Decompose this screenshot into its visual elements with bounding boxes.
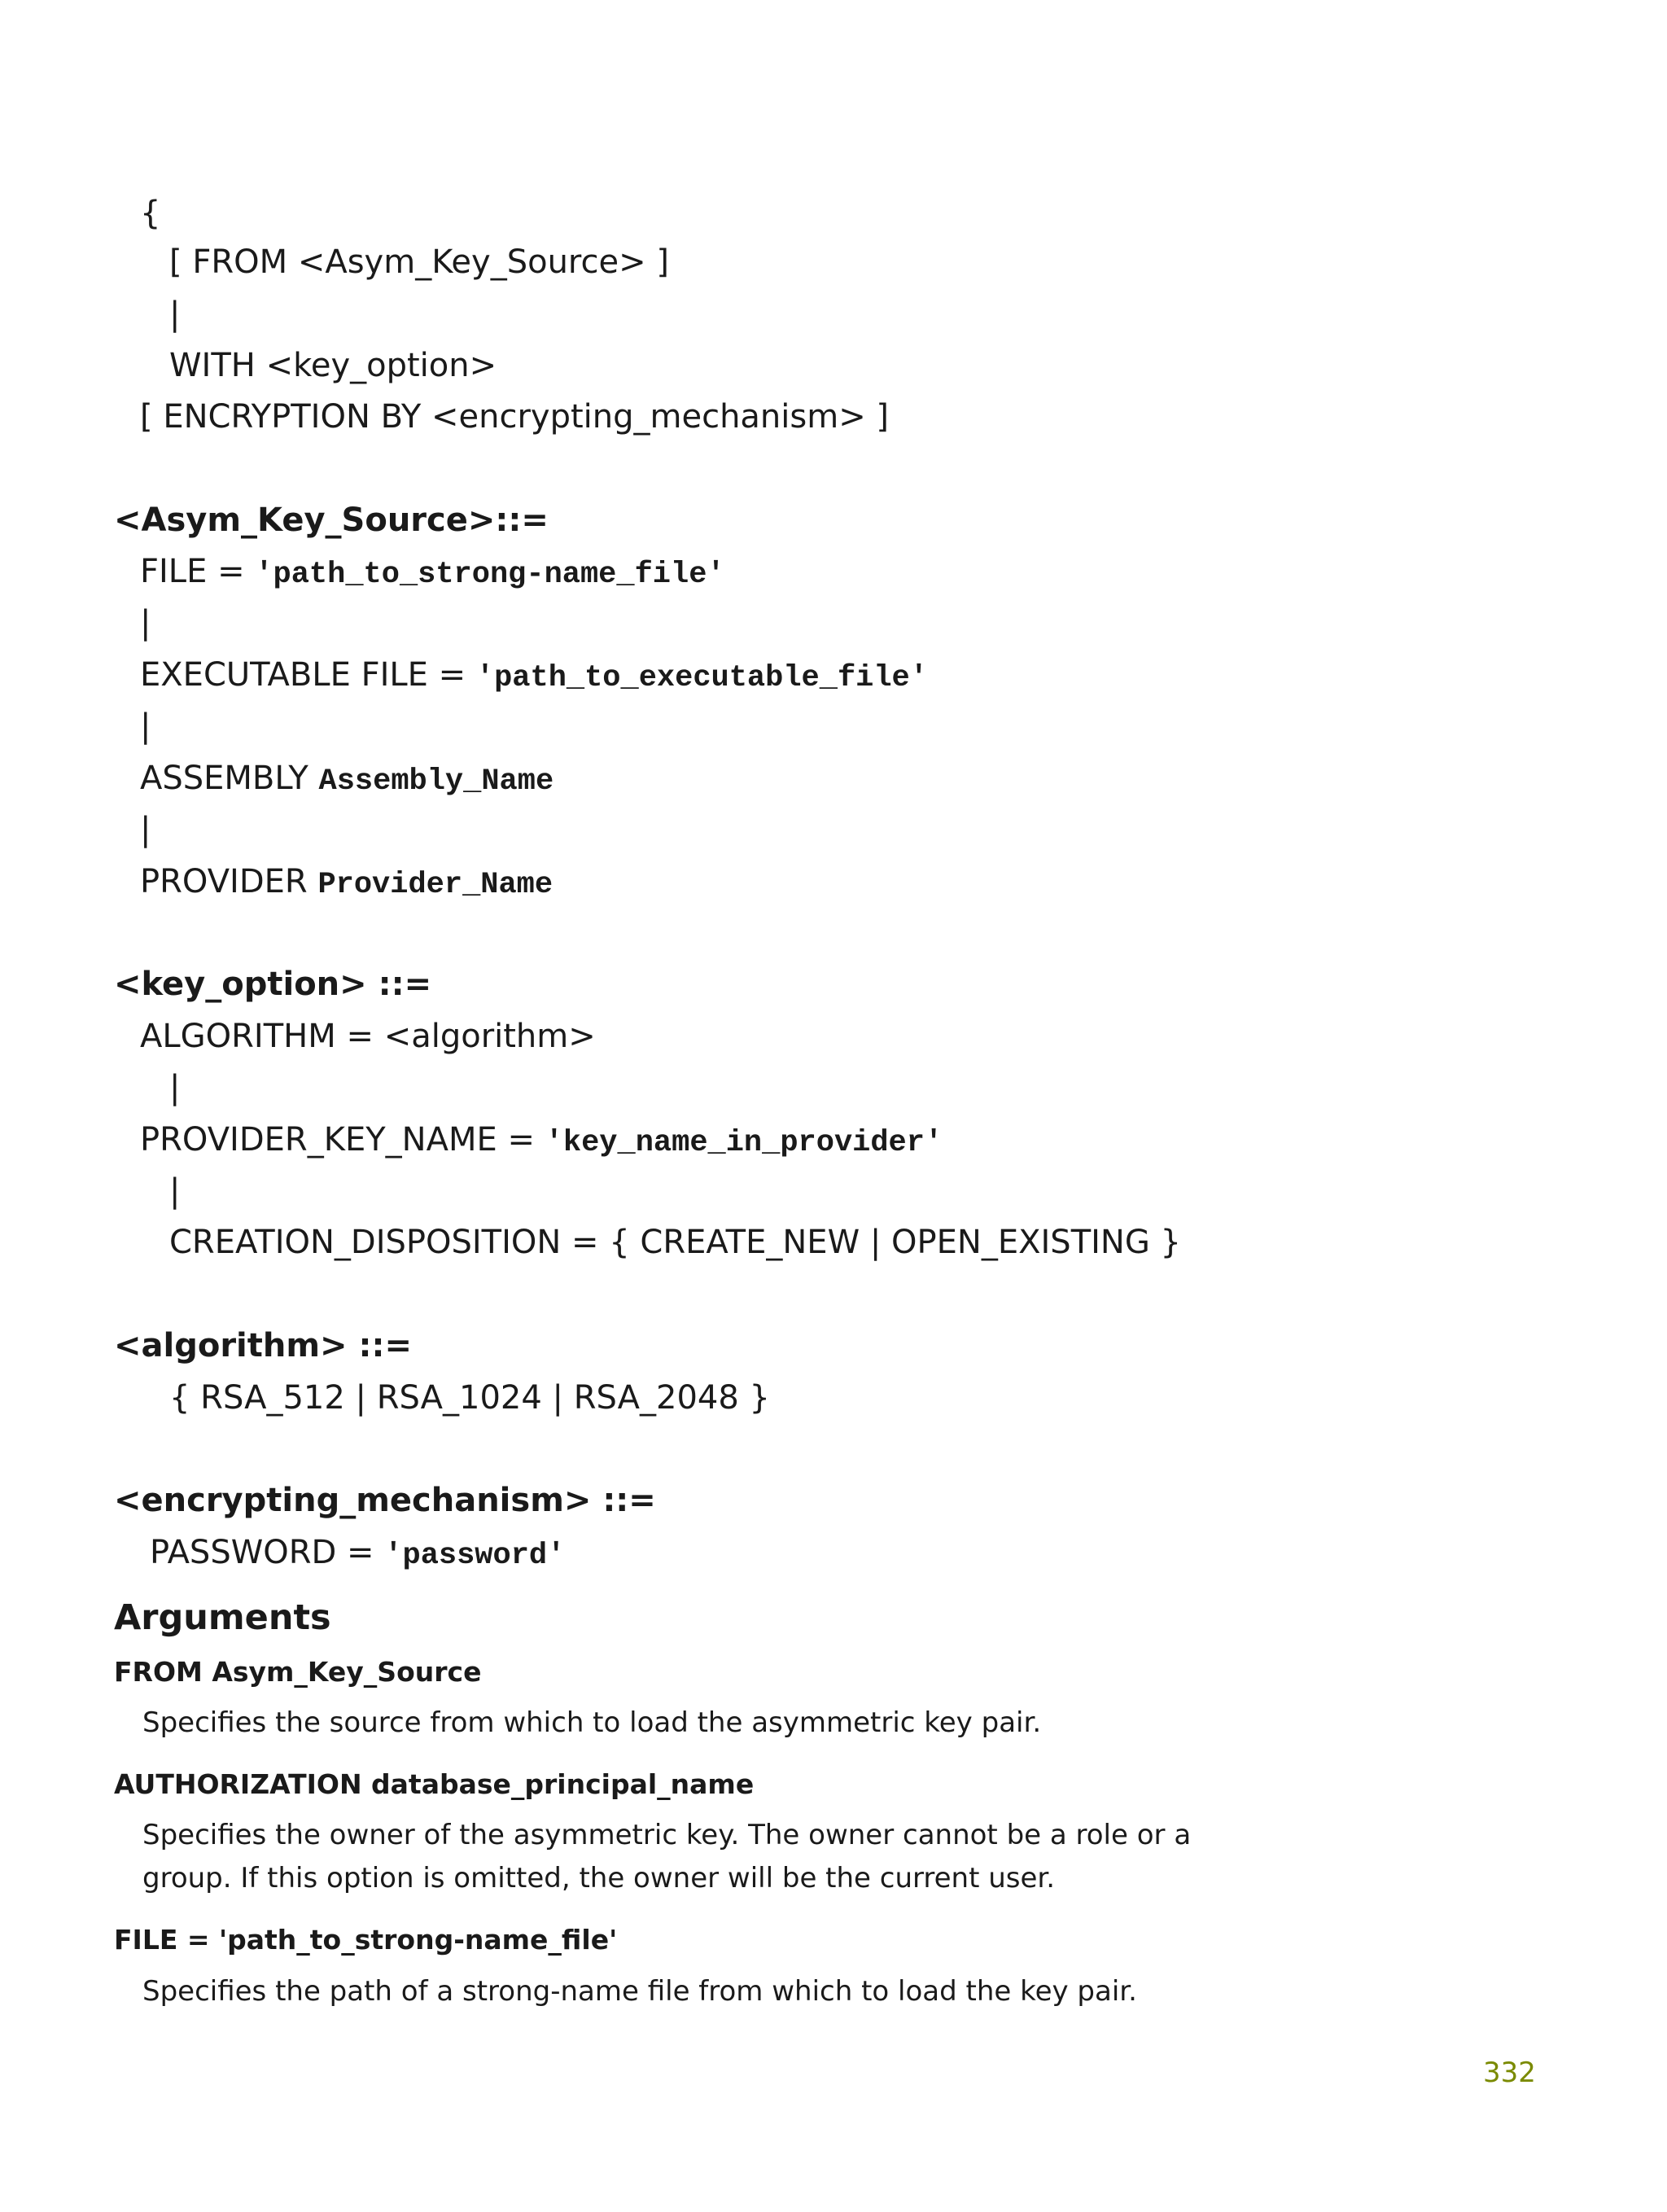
syntax-pipe: | — [140, 707, 151, 745]
provider-keyword: PROVIDER — [140, 863, 318, 900]
syntax-encryption-clause: [ ENCRYPTION BY <encrypting_mechanism> ] — [140, 398, 890, 436]
syntax-pipe: | — [140, 811, 151, 848]
assembly-value: Assembly_Name — [318, 764, 554, 799]
password-value: 'password' — [384, 1539, 566, 1573]
syntax-pipe: | — [169, 1069, 181, 1106]
assembly-keyword: ASSEMBLY — [140, 760, 319, 797]
syntax-pipe: | — [140, 604, 151, 642]
file-keyword: FILE = — [140, 553, 256, 590]
argument-description: Specifies the path of a strong-name file from which to load the key pair. — [142, 1975, 1137, 2008]
syntax-with-clause: WITH <key_option> — [169, 347, 497, 384]
password-line — [150, 1532, 565, 1576]
argument-term: FROM Asym_Key_Source — [114, 1656, 482, 1688]
creation-disposition-line: CREATION_DISPOSITION = { CREATE_NEW | OPEN_EXISTING } — [169, 1224, 1182, 1261]
executable-keyword: EXECUTABLE FILE = — [140, 656, 476, 694]
password-keyword: PASSWORD = — [150, 1534, 385, 1571]
algorithm-header: <algorithm> ::= — [114, 1327, 412, 1364]
argument-description: Specifies the owner of the asymmetric key. The owner cannot be a role or a group. If this option is omitted, the owner will be the current user. — [142, 1819, 1192, 1894]
provider-key-name-keyword: PROVIDER_KEY_NAME = — [140, 1121, 545, 1159]
file-option-line — [140, 551, 725, 595]
argument-term: AUTHORIZATION database_principal_name — [114, 1768, 755, 1800]
assembly-option-line — [140, 758, 553, 802]
executable-option-line — [140, 655, 928, 699]
provider-option-line — [140, 861, 553, 905]
provider-key-name-line — [140, 1119, 943, 1163]
syntax-pipe: | — [169, 296, 181, 333]
asym-key-source-header: <Asym_Key_Source>::= — [114, 502, 549, 539]
key-option-header: <key_option> ::= — [114, 966, 432, 1003]
rsa-options-line: { RSA_512 | RSA_1024 | RSA_2048 } — [169, 1379, 770, 1417]
arguments-heading: Arguments — [114, 1597, 331, 1638]
page-number: 332 — [1483, 2057, 1536, 2089]
provider-value: Provider_Name — [317, 868, 553, 902]
file-value: 'path_to_strong-name_file' — [255, 558, 725, 592]
syntax-open-brace: { — [140, 195, 161, 232]
algorithm-option-line: ALGORITHM = <algorithm> — [140, 1018, 596, 1055]
executable-value: 'path_to_executable_file' — [475, 661, 928, 695]
syntax-pipe: | — [169, 1172, 181, 1210]
encrypting-mechanism-header: <encrypting_mechanism> ::= — [114, 1482, 656, 1519]
provider-key-name-value: 'key_name_in_provider' — [545, 1126, 943, 1160]
argument-term: FILE = 'path_to_strong-name_file' — [114, 1924, 618, 1956]
syntax-from-clause: [ FROM <Asym_Key_Source> ] — [169, 243, 669, 281]
argument-description: Specifies the source from which to load the asymmetric key pair. — [142, 1706, 1042, 1739]
